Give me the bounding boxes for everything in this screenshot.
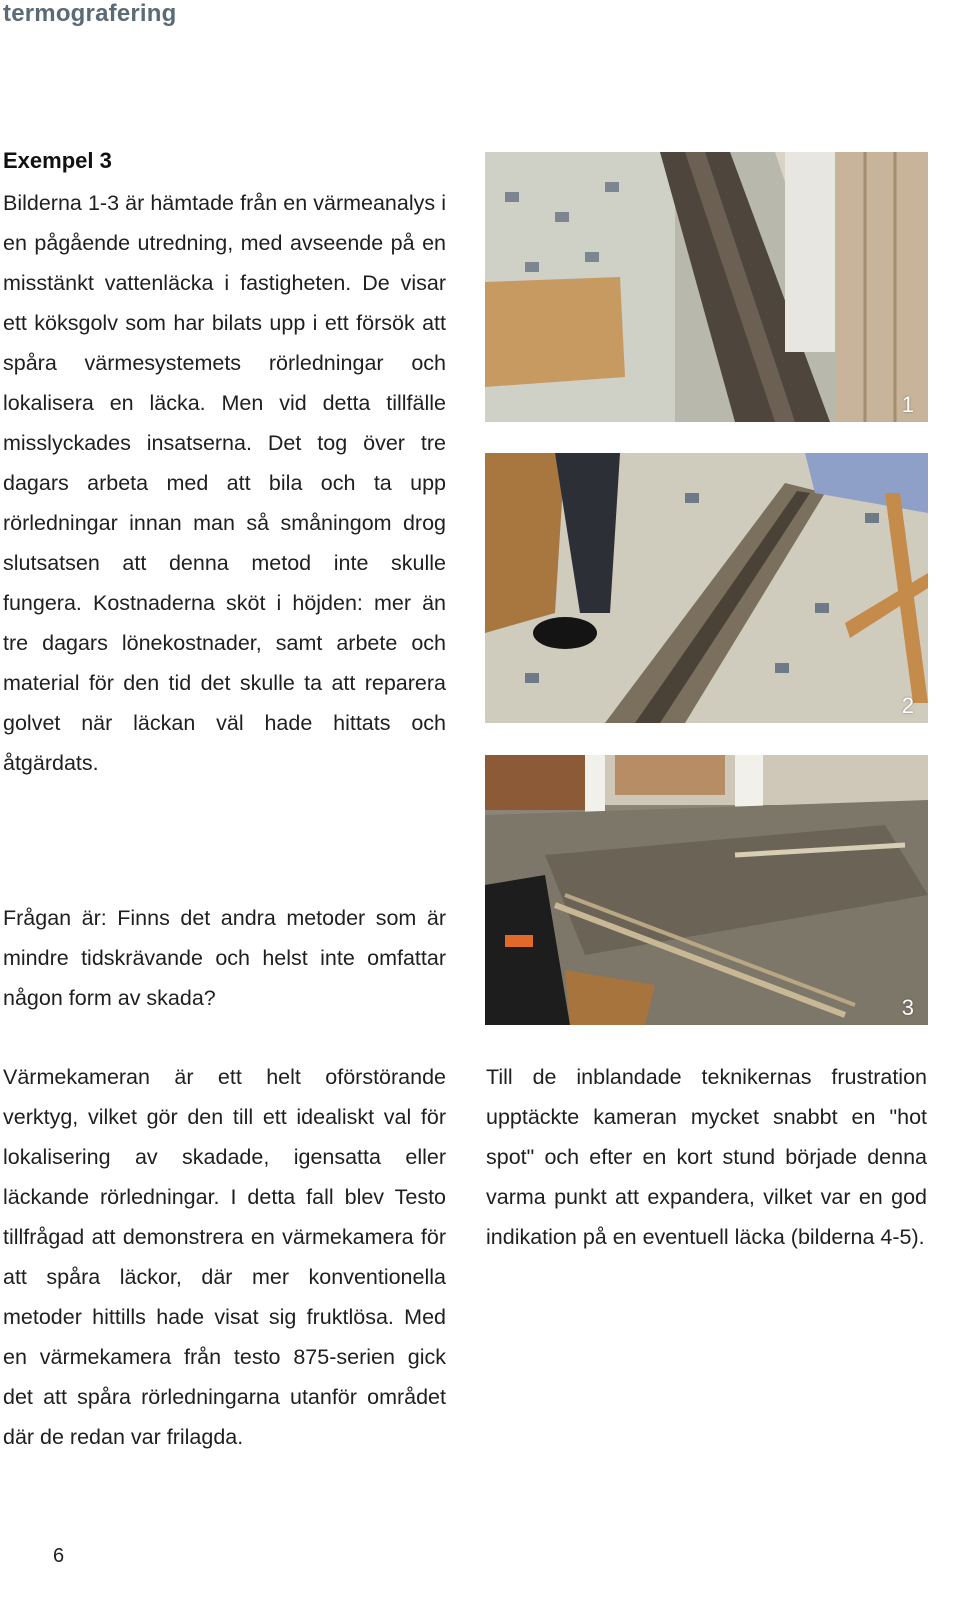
result-text: Till de inblandade teknikernas frustration upptäckte kameran mycket snabbt en "hot spot" och efter en kort stund började denna varma punkt att expandera, vilket var en god indikation på en eventuell läcka (bilderna 4-5). [486,1065,927,1249]
photo-number-2: 2 [901,693,914,718]
intro-text: Bilderna 1-3 är hämtade från en värmeanalys i en pågående utredning, med avseende på en misstänkt vattenläcka i fastigheten. De visar ett köksgolv som har bilats upp i ett försök att spåra värmesystemets rörledningar och lokalisera en läcka. Men vid detta tillfälle misslyckades insatserna. Det tog över tre dagars arbeta med att bila och ta upp rörledningar innan man så småningom drog slutsatsen att denna metod inte skulle fungera. Kostnaderna sköt i höjden: mer än tre dagars lönekostnader, samt arbete och material för den tid det skulle ta att reparera golvet när läckan väl hade hittats och åtgärdats. [3,191,446,775]
section-heading: Exempel 3 [3,148,112,173]
photo-2 [485,453,928,723]
page-number: 6 [53,1545,65,1567]
intro-paragraph [3,183,446,783]
photo-number-1: 1 [901,392,914,417]
photo-1 [485,152,928,422]
question-paragraph [3,898,446,1018]
result-paragraph [486,1057,927,1257]
running-header: termografering [3,0,177,27]
question-text: Frågan är: Finns det andra metoder som är mindre tidskrävande och helst inte omfattar någon form av skada? [3,906,446,1010]
camera-paragraph [3,1057,446,1457]
photo-3 [485,755,928,1025]
camera-text: Värmekameran är ett helt oförstörande verktyg, vilket gör den till ett idealiskt val för lokalisering av skadade, igensatta eller läckande rörledningar. I detta fall blev Testo tillfrågad att demonstrera en värmekamera för att spåra läckor, där mer konventionella metoder hittills hade visat sig fruktlösa. Med en värmekamera från testo 875-serien gick det att spåra rörledningarna utanför området där de redan var frilagda. [3,1065,446,1449]
photo-number-3: 3 [901,995,914,1020]
